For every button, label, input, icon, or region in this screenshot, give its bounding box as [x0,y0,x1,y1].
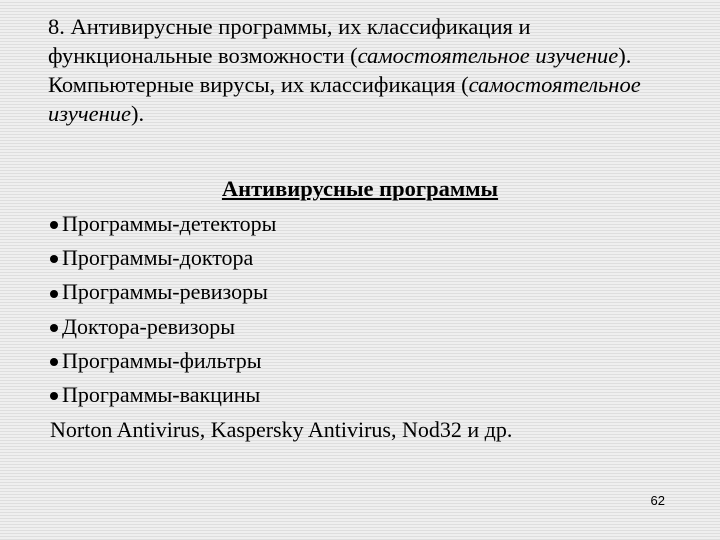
list-item-label: Доктора-ревизоры [62,313,236,339]
list-item-label: Программы-фильтры [62,347,262,373]
heading-text-3: ). [130,101,145,126]
list-item-label: Программы-детекторы [62,211,277,236]
list-item [50,275,276,309]
list-item [50,241,276,275]
bullet-icon [50,290,58,298]
list-item [50,378,276,412]
bullet-icon [50,392,58,400]
list-item [50,344,276,378]
bullet-icon [50,255,58,263]
list-item [50,310,276,344]
list-item-label: Программы-доктора [62,245,254,271]
page-number: 62 [650,493,665,508]
bullet-icon [50,358,58,366]
section-subtitle [0,174,720,204]
heading-text-1: 8. Антивирусные программы, их классификация и функциональные возможности ( [48,14,531,68]
slide-heading [48,12,688,128]
bullet-icon [50,221,58,229]
antivirus-types-list [50,207,276,412]
list-item [50,207,276,241]
bullet-icon [50,324,58,332]
heading-italic-2: самостоятельное изучение [48,72,641,126]
subtitle-text: Антивирусные программы [221,176,499,201]
list-item-label: Программы-вакцины [62,382,261,408]
list-item-label: Программы-ревизоры [62,279,268,305]
heading-italic-1: самостоятельное изучение [357,43,619,68]
heading-text-2: ). Компьютерные вирусы, их классификация ( [48,43,632,97]
examples-line: Norton Antivirus, Kaspersky Antivirus, Nod32 и др. [50,417,513,442]
